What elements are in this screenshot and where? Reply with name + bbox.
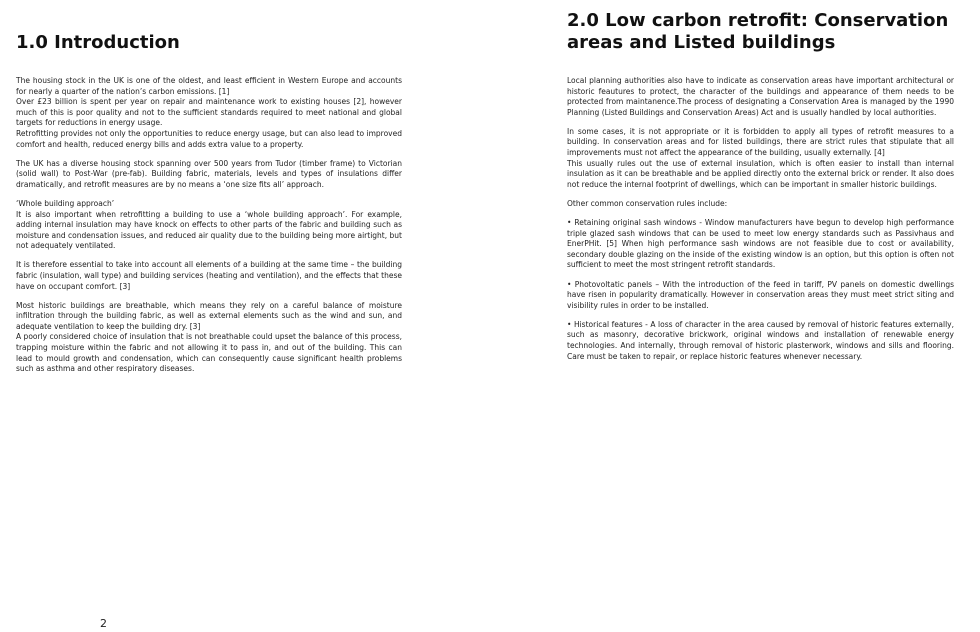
- introduction-body: [16, 76, 402, 383]
- intro-paragraph-8: A poorly considered choice of insulation that is not breathable could upset the balance of this process, trapping moisture within the fabric and not allowing it to pass in, and out of the building. This can lead to mould growth and condensation, which can consequently cause significant health problems such as asthma and other respiratory diseases.: [16, 332, 402, 374]
- page-number: 2: [100, 617, 107, 630]
- retrofit-body: [567, 76, 954, 371]
- right-page: [490, 0, 980, 632]
- retrofit-heading: 2.0 Low carbon retrofit: Conservation areas and Listed buildings: [567, 10, 949, 53]
- intro-paragraph-6: It is therefore essential to take into account all elements of a building at the same time – the building fabric (insulation, wall type) and building services (heating and ventilation), and the effects that these have on occupant comfort. [3]: [16, 260, 402, 291]
- retrofit-paragraph-4: Other common conservation rules include:: [567, 198, 728, 208]
- introduction-heading: 1.0 Introduction: [16, 32, 180, 53]
- intro-paragraph-4: The UK has a diverse housing stock spanning over 500 years from Tudor (timber frame) to Victorian (solid wall) to Post-War (pre-fab). Building fabric, materials, levels and types of insulations differ dramatically, and retrofit measures are by no means a ‘one size fits all’ approach.: [16, 158, 402, 189]
- bullet-sash-windows: • Retaining original sash windows - Window manufacturers have begun to develop high performance triple glazed sash windows that can be used to meet low energy standards such as Passivhaus and EnerPHit. [5] When high performance sash windows are not feasible due to cost or availability, secondary double glazing on the inside of the existing window is an option, but this option is often not sufficient to meet the most stringent retrofit standards.: [567, 218, 954, 270]
- intro-paragraph-7: Most historic buildings are breathable, which means they rely on a careful balance of moisture infiltration through the building fabric, as well as external elements such as the wind and sun, and adequate ventilation to keep the building dry. [3]: [16, 300, 402, 331]
- whole-building-subtitle: ‘Whole building approach’: [16, 198, 115, 208]
- intro-paragraph-5: It is also important when retrofitting a building to use a ‘whole building approach’. For example, adding internal insulation may have knock on effects to other parts of the fabric and building such as moisture and condensation issues, and reduced air quality due to the building being more airtight, but not adequately ventilated.: [16, 209, 402, 251]
- intro-paragraph-3: Retrofitting provides not only the opportunities to reduce energy usage, but can also lead to improved comfort and health, reduced energy bills and adds extra value to a property.: [16, 128, 402, 149]
- intro-paragraph-2: Over £23 billion is spent per year on repair and maintenance work to existing houses [2], however much of this is poor quality and not to the sufficient standards required to meet national and global targets for reductions in energy usage.: [16, 97, 402, 128]
- retrofit-paragraph-2: In some cases, it is not appropriate or it is forbidden to apply all types of retrofit measures to a building. In conservation areas and for listed buildings, there are strict rules that stipulate that all improvements must not affect the appearance of the building, usually externally. [4]: [567, 126, 954, 158]
- bullet-photovoltaic: • Photovoltatic panels – With the introduction of the feed in tariff, PV panels on domestic dwellings have risen in popularity dramatically. However in conservation areas they must meet strict siting and visibility rules in order to be installed.: [567, 279, 954, 310]
- bullet-historical-features: • Historical features - A loss of character in the area caused by removal of historic features externally, such as masonry, decorative brickwork, original windows and installation of renewable energy technologies. And internally, through removal of historic plasterwork, windows and sills and flooring. Care must be taken to repair, or replace historic features whenever necessary.: [567, 319, 954, 361]
- intro-paragraph-1: The housing stock in the UK is one of the oldest, and least efficient in Western Europe and accounts for nearly a quarter of the nation’s carbon emissions. [1]: [16, 76, 402, 96]
- retrofit-paragraph-1: Local planning authorities also have to indicate as conservation areas have important architectural or historic feautures to protect, the character of the buildings and appearance of them needs to be protected from maintanence.The process of designating a Conservation Area is managed by the 1990 Planning (Listed Buildings and Conservation Areas) Act and is usually handled by local authorities.: [567, 76, 954, 117]
- retrofit-paragraph-3: This usually rules out the use of external insulation, which is often easier to install than internal insulation as it can be breathable and be applied directly onto the external brick or render. It also does not reduce the internal footprint of dwellings, which can be important in smaller historic buildings.: [567, 158, 954, 189]
